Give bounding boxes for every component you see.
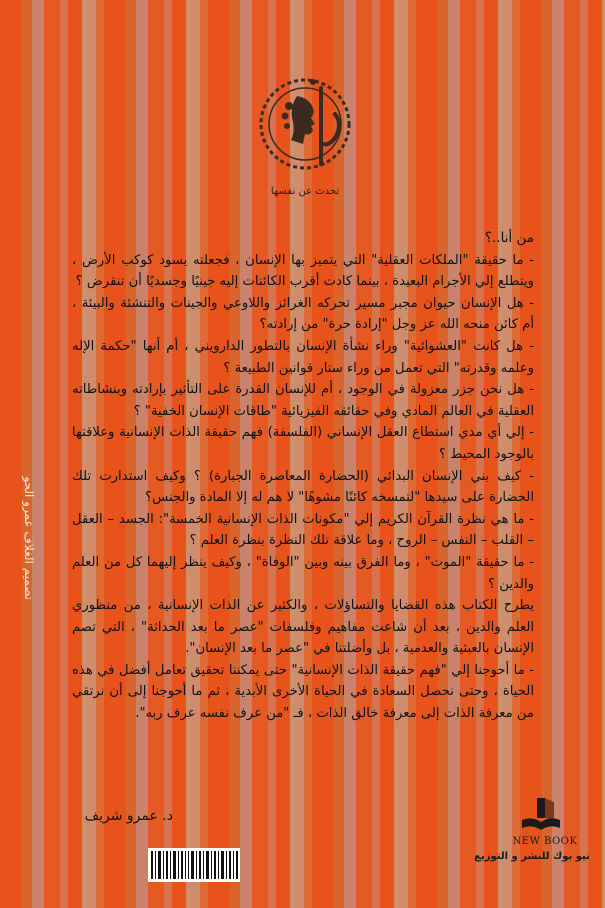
series-logo — [251, 68, 359, 196]
barcode-icon — [148, 848, 240, 882]
cover-design-credit: تصميم الغلاف عمرو الحو — [22, 476, 36, 600]
back-cover-blurb — [72, 228, 534, 725]
blurb-paragraph-9: يطرح الكتاب هذه القضايا والتساؤلات ، والكثير عن الذات الإنسانية ، من منظوري العلم والدين ، بعد أن شاعت مفاهيم وفلسفات "عصر ما بعد الحداثة" ، التي تصم الإنسان بالعبثية والعدمية ، بل وأضلتنا في "عصر ما بعد الإنسان". — [72, 598, 534, 657]
publisher-name-arabic: نيو بوك للنشر و التوزيع — [474, 851, 590, 862]
author-name: د. عمرو شريف — [84, 808, 173, 824]
blurb-paragraph-6: - كيف بني الإنسان البدائي (الحضارة المعاصرة الجبارة) ؟ وكيف استدارت تلك الحضارة على سيدها "لتمسخه كائنًا مشوهًا" لا هم له إلا المادة والجنس؟ — [72, 468, 534, 506]
blurb-paragraph-10: - ما أحوجنا إلي "فهم حقيقة الذات الإنسانية" حتى يمكننا تحقيق تعامل أفضل في هذه الحياة ، وحتى نحصل السعادة في الحياة الأخرى الأبدية ، ثم ما أحوجنا إلى أن نرتقي من معرفة الذات إلى معرفة خالق الذات ، فـ "من عرف نفسه عرف ربه". — [72, 662, 534, 722]
blurb-heading: من أنا..؟ — [484, 230, 534, 246]
blurb-paragraph-5: - إلي أي مدي استطاع العقل الإنساني (الفلسفة) فهم حقيقة الذات الإنسانية وعلاقتها بالوجود المحيط ؟ — [72, 425, 534, 462]
blurb-paragraph-8: - ما حقيقة "الموت" ، وما الفرق بينه وبين "الوفاة" ، وكيف ينظر إليهما كل من العلم والدين ؟ — [72, 554, 534, 592]
blurb-paragraph-4: - هل نحن جزر معزولة في الوجود ، أم للإنسان القدرة على التأثير بإرادته وبنشاطاته العقلية في العالم المادي وفي حقائقه الفيزيائية "طاقات الإنسان الخفية" ؟ — [72, 382, 534, 419]
publisher-name-english: NEW BOOK — [512, 836, 578, 847]
blurb-paragraph-3: - هل كانت "العشوائية" وراء نشأة الإنسان بالتطور الدارويني ، أم أنها "حكمة الإله وعلمه وقدرته" التي تعمل من وراء ستار قوانين الطبيعة ؟ — [72, 338, 534, 376]
face-portrait-circle-logo — [251, 68, 359, 196]
logo-tagline: تحدث عن نفسها — [270, 186, 340, 197]
blurb-paragraph-2: - هل الإنسان حيوان مجبر مسير تحركه الغرائز واللاوعي والجينات والتنشئة والبيئة ، أم كائن منحه الله عز وجل "إرادة حرة" من إرادته؟ — [72, 295, 534, 333]
blurb-paragraph-1: - ما حقيقة "الملكات العقلية" التي يتميز بها الإنسان ، فجعلته يسود كوكب الأرض ، ويتطلع إلي الأجرام البعيدة ، بينما كادت أقرب الكائنات إليه جينيًا وجسديًا أن تنقرض ؟ — [72, 252, 534, 290]
open-book-icon — [520, 796, 562, 832]
blurb-paragraph-7: - ما هي نظرة القرآن الكريم إلي "مكونات الذات الإنسانية الخمسة": الجسد – العقل – القلب – النفس – الروح ، وما علاقة تلك النظرة بنظرة العلم ؟ — [72, 511, 534, 549]
